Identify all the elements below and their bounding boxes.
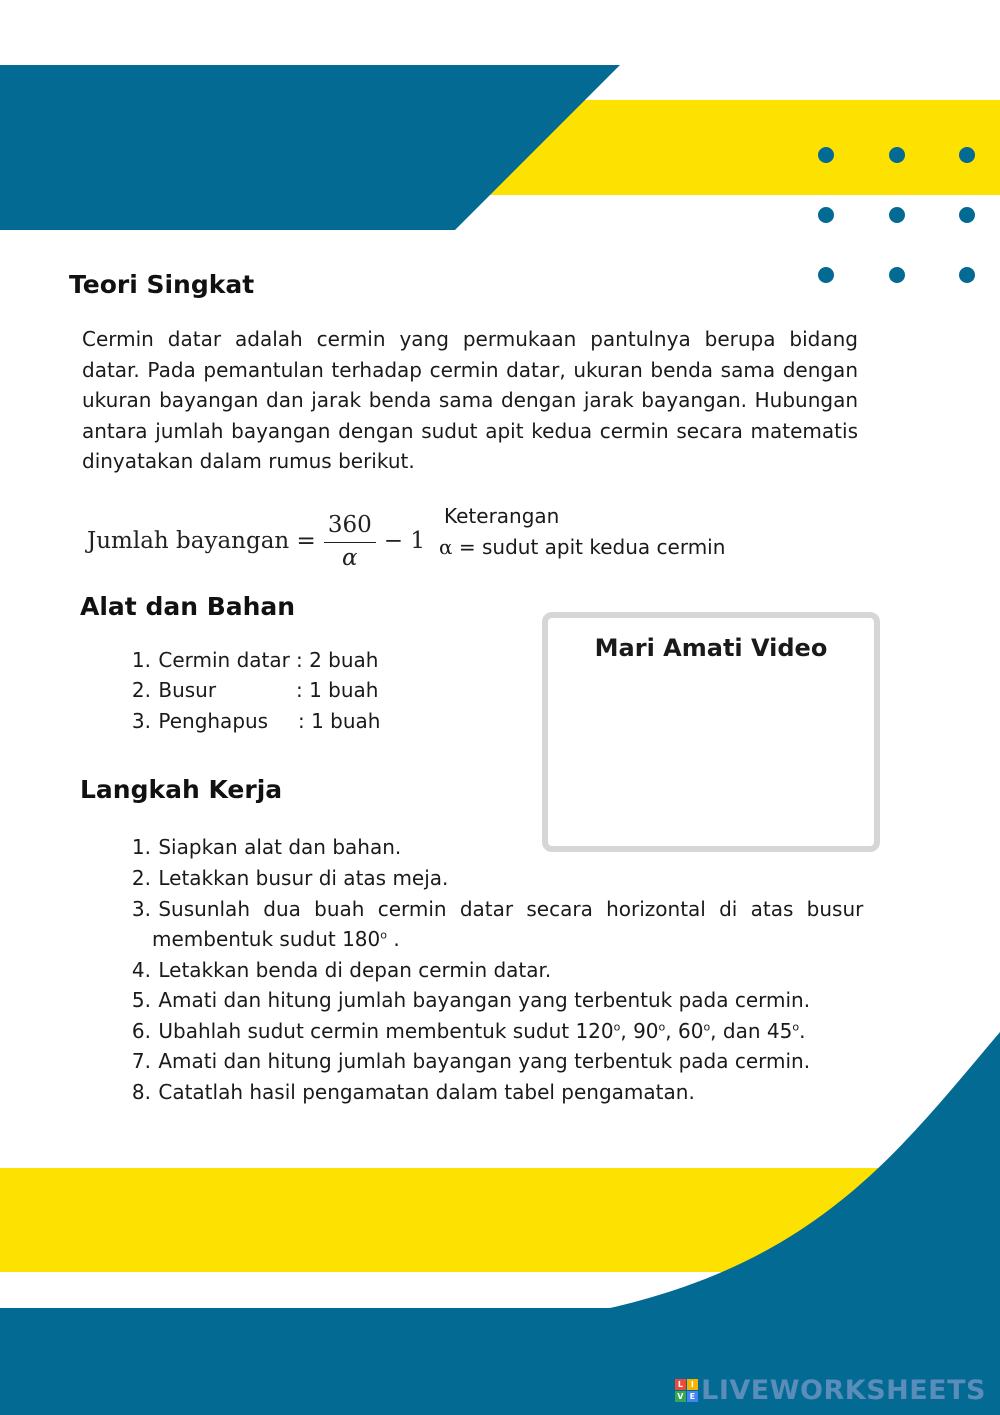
step-text: . [386, 927, 400, 951]
step-number: 5. [131, 988, 151, 1012]
teori-paragraph: Cermin datar adalah cermin yang permukaan pantulnya berupa bidang datar. Pada pemantulan terhadap cermin datar, ukuran benda sama dengan ukuran bayangan dan jarak benda sama dengan jarak bayangan. Hubungan antara jumlah bayangan dengan sudut apit kedua cermin secara matematis dinyatakan dalam rumus berikut. [82, 327, 858, 474]
liveworksheets-logo [675, 1375, 986, 1406]
list-item [129, 866, 448, 890]
item-number: 3. [131, 709, 151, 733]
brand-text: LIVEWORKSHEETS [701, 1375, 986, 1406]
step-text: membentuk sudut 180 [152, 927, 381, 951]
item-name: Penghapus [158, 709, 269, 733]
formula-numerator: 360 [324, 512, 376, 543]
keterangan-label: Keterangan [444, 504, 560, 528]
video-title: Mari Amati Video [594, 634, 828, 662]
list-item [129, 709, 268, 733]
formula-denominator: α [342, 544, 358, 571]
step-number: 8. [131, 1080, 151, 1104]
list-item [129, 1019, 805, 1043]
step-text: , dan 45 [710, 1019, 793, 1043]
step-number: 6. [131, 1019, 151, 1043]
teori-heading: Teori Singkat [69, 270, 255, 299]
item-qty: : 2 buah [296, 648, 379, 672]
list-item [129, 1049, 810, 1073]
list-item [129, 958, 551, 982]
list-item [129, 678, 216, 702]
list-item-continuation [152, 927, 400, 951]
keterangan-text: = sudut apit kedua cermin [458, 535, 726, 559]
step-text: Ubahlah sudut cermin membentuk sudut 120 [158, 1019, 614, 1043]
step-number: 1. [131, 835, 151, 859]
degree-sign: o [613, 1020, 621, 1034]
degree-sign: o [792, 1020, 800, 1034]
list-item [129, 648, 290, 672]
step-number: 3. [131, 897, 151, 921]
step-text: Letakkan busur di atas meja. [158, 866, 449, 890]
step-number: 4. [131, 958, 151, 982]
list-item [129, 988, 810, 1012]
item-name: Busur [158, 678, 217, 702]
liveworksheets-icon: L I V E [675, 1379, 698, 1402]
degree-sign: o [703, 1020, 711, 1034]
step-text: Catatlah hasil pengamatan dalam tabel pengamatan. [158, 1080, 695, 1104]
step-text: Letakkan benda di depan cermin datar. [158, 958, 552, 982]
formula-fraction [324, 512, 376, 571]
keterangan-symbol: α [439, 535, 453, 559]
item-number: 1. [131, 648, 151, 672]
list-item [129, 835, 401, 859]
formula-rhs: − 1 [383, 528, 425, 554]
degree-sign: o [380, 928, 387, 942]
step-number: 2. [131, 866, 151, 890]
item-name: Cermin datar [158, 648, 290, 672]
list-item [129, 897, 864, 921]
langkah-heading: Langkah Kerja [80, 775, 283, 804]
step-text: Susunlah dua buah cermin datar secara horizontal di atas busur [158, 897, 864, 921]
item-qty: : 1 buah [298, 709, 381, 733]
keterangan-line [439, 535, 725, 559]
step-number: 7. [131, 1049, 151, 1073]
step-text: , 60 [665, 1019, 704, 1043]
formula-lhs: Jumlah bayangan = [87, 528, 316, 554]
formula [87, 504, 425, 578]
degree-sign: o [658, 1020, 666, 1034]
alat-heading: Alat dan Bahan [80, 592, 296, 621]
step-text: Siapkan alat dan bahan. [158, 835, 402, 859]
video-box[interactable] [542, 612, 880, 852]
top-teal-band [0, 65, 620, 230]
step-text: Amati dan hitung jumlah bayangan yang terbentuk pada cermin. [158, 1049, 811, 1073]
step-text: , 90 [620, 1019, 659, 1043]
item-qty: : 1 buah [296, 678, 379, 702]
step-text: Amati dan hitung jumlah bayangan yang terbentuk pada cermin. [158, 988, 811, 1012]
step-text: . [799, 1019, 806, 1043]
list-item [129, 1080, 695, 1104]
item-number: 2. [131, 678, 151, 702]
